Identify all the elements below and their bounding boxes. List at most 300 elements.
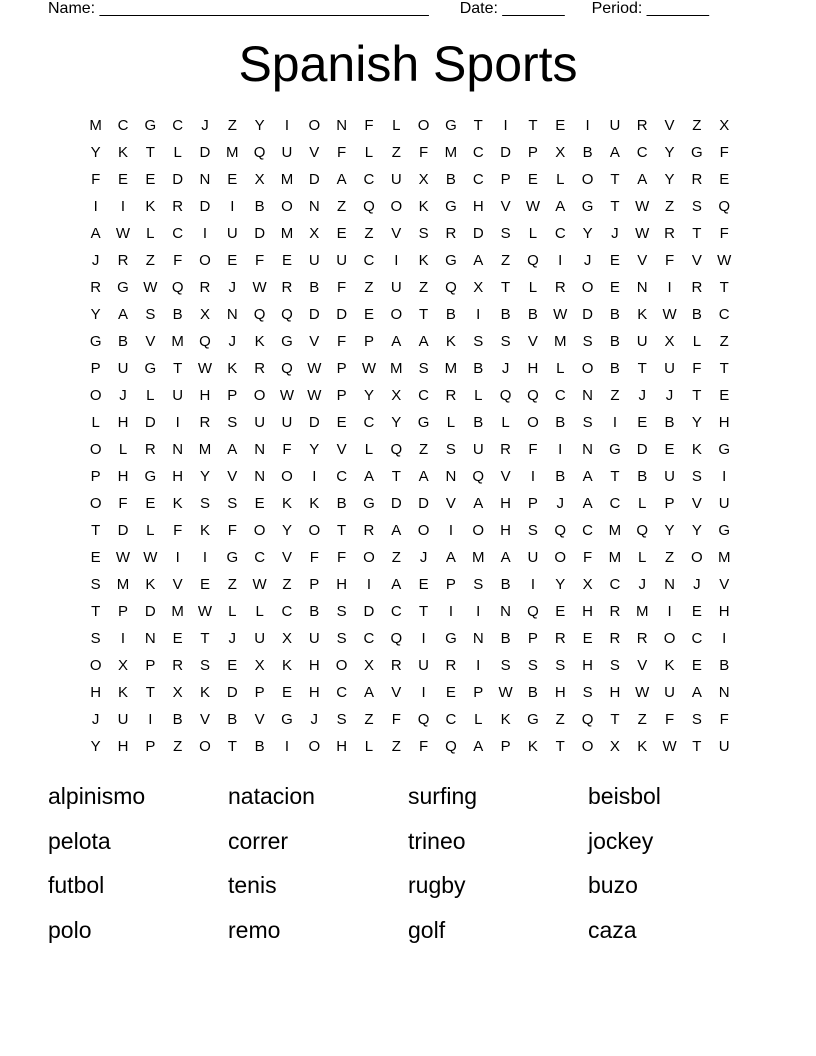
grid-letter: V: [309, 144, 320, 161]
grid-letter: V: [445, 495, 456, 512]
page-title: Spanish Sports: [238, 36, 578, 92]
grid-letter: W: [662, 306, 677, 323]
grid-letter: N: [254, 441, 266, 458]
grid-letter: J: [638, 576, 646, 593]
grid-letter: S: [90, 630, 101, 647]
grid-letter: J: [501, 360, 510, 377]
grid-letter: S: [691, 468, 702, 485]
grid-letter: S: [227, 414, 238, 431]
grid-letter: T: [227, 738, 237, 755]
grid-letter: J: [693, 576, 701, 593]
grid-letter: Q: [253, 144, 266, 161]
grid-letter: O: [663, 630, 676, 647]
grid-letter: B: [500, 306, 511, 323]
grid-letter: B: [500, 576, 511, 593]
grid-letter: B: [609, 333, 620, 350]
grid-letter: L: [228, 603, 237, 620]
grid-letter: B: [555, 414, 566, 431]
grid-letter: T: [637, 360, 647, 377]
grid-row: [82, 409, 738, 436]
grid-letter: R: [144, 441, 156, 458]
grid-letter: P: [500, 738, 511, 755]
grid-letter: T: [145, 684, 155, 701]
grid-letter: T: [528, 117, 538, 134]
grid-letter: T: [719, 360, 729, 377]
grid-letter: Z: [227, 576, 237, 593]
grid-letter: Z: [364, 225, 374, 242]
grid-letter: C: [390, 603, 402, 620]
grid-letter: Y: [281, 522, 292, 539]
grid-letter: N: [336, 117, 348, 134]
grid-letter: E: [719, 171, 730, 188]
grid-letter: V: [719, 576, 730, 593]
grid-letter: M: [472, 549, 485, 566]
grid-letter: P: [336, 360, 347, 377]
grid-letter: B: [254, 198, 265, 215]
grid-letter: L: [638, 495, 647, 512]
grid-letter: Q: [527, 603, 539, 620]
grid-letter: M: [116, 576, 130, 593]
grid-letter: W: [635, 198, 650, 215]
grid-letter: G: [281, 333, 293, 350]
grid-letter: I: [530, 576, 535, 593]
grid-letter: B: [691, 306, 702, 323]
grid-letter: G: [581, 198, 594, 215]
grid-letter: B: [445, 171, 456, 188]
grid-letter: G: [117, 279, 129, 296]
grid-letter: Z: [555, 711, 565, 728]
grid-letter: N: [500, 603, 511, 620]
grid-letter: S: [473, 576, 484, 593]
grid-letter: V: [691, 252, 702, 269]
grid-letter: O: [281, 198, 293, 215]
grid-letter: A: [418, 468, 429, 485]
grid-letter: C: [554, 387, 566, 404]
grid-row: [82, 598, 738, 625]
grid-letter: M: [171, 603, 184, 620]
grid-letter: F: [118, 495, 128, 512]
grid-letter: B: [117, 333, 128, 350]
grid-letter: K: [445, 333, 456, 350]
grid-letter: Z: [337, 198, 347, 215]
grid-letter: F: [173, 522, 183, 539]
grid-letter: B: [227, 711, 238, 728]
grid-letter: C: [363, 252, 375, 269]
grid-letter: U: [664, 468, 675, 485]
grid-letter: N: [226, 306, 238, 323]
grid-row: [82, 490, 738, 517]
grid-row: [82, 652, 738, 679]
grid-letter: A: [90, 225, 101, 242]
grid-letter: X: [609, 738, 620, 755]
grid-letter: N: [254, 468, 266, 485]
grid-letter: W: [498, 684, 513, 701]
grid-letter: J: [611, 225, 619, 242]
grid-letter: K: [637, 738, 648, 755]
grid-letter: C: [418, 387, 430, 404]
grid-letter: K: [172, 495, 183, 512]
grid-letter: B: [527, 306, 538, 323]
grid-letter: G: [226, 549, 239, 566]
grid-row: [82, 706, 738, 733]
grid-letter: R: [254, 360, 266, 377]
grid-letter: I: [202, 549, 208, 566]
word-bank: [48, 778, 768, 956]
grid-letter: Z: [419, 279, 429, 296]
grid-letter: Q: [636, 522, 649, 539]
grid-letter: S: [145, 306, 156, 323]
grid-letter: A: [445, 549, 456, 566]
grid-letter: Z: [391, 738, 401, 755]
grid-letter: E: [691, 657, 702, 674]
grid-letter: O: [390, 198, 403, 215]
grid-letter: F: [309, 549, 319, 566]
grid-letter: C: [254, 549, 266, 566]
grid-letter: X: [582, 576, 593, 593]
grid-letter: R: [609, 603, 621, 620]
grid-letter: F: [255, 252, 265, 269]
grid-letter: E: [719, 387, 730, 404]
grid-letter: L: [474, 387, 483, 404]
grid-letter: N: [308, 198, 320, 215]
grid-letter: O: [554, 549, 567, 566]
grid-letter: S: [555, 657, 566, 674]
grid-letter: O: [691, 549, 703, 566]
grid-letter: R: [691, 279, 703, 296]
grid-letter: F: [337, 333, 347, 350]
grid-letter: Q: [171, 279, 184, 296]
grid-letter: K: [637, 306, 648, 323]
grid-letter: I: [476, 657, 481, 674]
grid-letter: I: [394, 252, 399, 269]
grid-letter: N: [144, 630, 156, 647]
grid-letter: S: [582, 414, 593, 431]
grid-letter: U: [117, 360, 129, 377]
grid-letter: K: [117, 144, 128, 161]
grid-letter: T: [610, 171, 620, 188]
grid-letter: T: [610, 198, 620, 215]
grid-letter: C: [609, 576, 621, 593]
grid-letter: P: [145, 657, 156, 674]
grid-letter: K: [227, 360, 238, 377]
grid-letter: N: [636, 279, 648, 296]
word-bank-item: trineo: [408, 827, 466, 854]
grid-letter: F: [282, 441, 292, 458]
grid-letter: K: [527, 738, 538, 755]
grid-letter: K: [691, 441, 702, 458]
grid-letter: A: [691, 684, 702, 701]
grid-letter: B: [555, 468, 566, 485]
grid-letter: F: [337, 144, 347, 161]
grid-letter: I: [722, 630, 727, 647]
grid-letter: R: [172, 198, 184, 215]
word-bank-item: alpinismo: [48, 783, 146, 809]
grid-letter: J: [201, 117, 209, 134]
grid-letter: K: [664, 657, 675, 674]
grid-letter: P: [473, 684, 484, 701]
grid-letter: F: [419, 144, 429, 161]
grid-letter: X: [664, 333, 675, 350]
grid-letter: E: [172, 630, 183, 647]
grid-letter: L: [146, 522, 155, 539]
grid-letter: R: [445, 225, 457, 242]
grid-letter: X: [309, 225, 320, 242]
grid-letter: N: [445, 468, 457, 485]
grid-letter: P: [227, 387, 238, 404]
grid-letter: T: [555, 738, 565, 755]
grid-letter: W: [252, 576, 267, 593]
grid-letter: M: [444, 360, 458, 377]
grid-letter: M: [608, 522, 622, 539]
grid-letter: M: [553, 333, 567, 350]
grid-letter: I: [366, 576, 372, 593]
grid-letter: Y: [90, 306, 101, 323]
grid-letter: X: [254, 171, 265, 188]
grid-letter: F: [391, 711, 401, 728]
grid-letter: G: [144, 117, 157, 134]
grid-letter: C: [363, 171, 375, 188]
grid-letter: Y: [555, 576, 566, 593]
grid-letter: U: [226, 225, 238, 242]
grid-letter: H: [527, 360, 539, 377]
grid-letter: E: [555, 117, 566, 134]
grid-letter: W: [361, 360, 377, 377]
grid-letter: X: [719, 117, 730, 134]
grid-letter: V: [145, 333, 156, 350]
grid-letter: A: [391, 333, 402, 350]
grid-row: [82, 301, 738, 328]
grid-letter: M: [717, 549, 731, 566]
grid-letter: O: [581, 279, 594, 296]
period-field-label: Period: _______: [591, 0, 710, 17]
grid-letter: T: [692, 738, 702, 755]
grid-letter: Z: [501, 252, 511, 269]
grid-letter: D: [172, 171, 184, 188]
grid-letter: V: [391, 225, 402, 242]
grid-letter: L: [638, 549, 647, 566]
grid-letter: U: [636, 333, 648, 350]
grid-letter: U: [718, 738, 730, 755]
grid-letter: T: [419, 603, 429, 620]
grid-row: [82, 625, 738, 652]
grid-letter: O: [308, 117, 321, 134]
grid-letter: G: [718, 441, 731, 458]
grid-letter: S: [500, 225, 511, 242]
grid-letter: I: [202, 225, 208, 242]
grid-letter: H: [199, 387, 211, 404]
grid-letter: H: [582, 657, 593, 674]
grid-letter: T: [692, 225, 702, 242]
grid-letter: V: [527, 333, 538, 350]
grid-letter: K: [254, 333, 265, 350]
grid-row: [82, 382, 738, 409]
grid-letter: R: [664, 225, 675, 242]
grid-letter: O: [308, 738, 321, 755]
grid-letter: I: [585, 117, 590, 134]
grid-letter: Q: [581, 711, 594, 728]
grid-letter: I: [175, 549, 180, 566]
grid-letter: L: [91, 414, 100, 431]
grid-letter: L: [528, 225, 538, 242]
grid-letter: Z: [391, 144, 401, 161]
grid-letter: G: [363, 495, 375, 512]
grid-letter: C: [718, 306, 730, 323]
grid-letter: I: [503, 117, 508, 134]
grid-letter: P: [336, 387, 347, 404]
grid-letter: A: [391, 576, 402, 593]
grid-letter: D: [636, 441, 648, 458]
grid-letter: P: [145, 738, 156, 755]
grid-letter: S: [500, 657, 511, 674]
grid-letter: E: [281, 252, 292, 269]
grid-letter: M: [608, 549, 622, 566]
grid-letter: E: [254, 495, 265, 512]
grid-letter: Q: [199, 333, 211, 350]
grid-letter: Z: [282, 576, 292, 593]
grid-letter: H: [308, 657, 320, 674]
grid-letter: O: [581, 738, 594, 755]
grid-letter: J: [638, 387, 646, 404]
grid-letter: R: [199, 279, 211, 296]
grid-letter: P: [445, 576, 456, 593]
grid-letter: F: [337, 279, 347, 296]
grid-letter: O: [253, 522, 266, 539]
grid-letter: Y: [664, 522, 675, 539]
grid-letter: R: [445, 657, 457, 674]
grid-letter: Y: [691, 414, 702, 431]
grid-letter: Z: [364, 279, 374, 296]
grid-letter: J: [419, 549, 428, 566]
grid-letter: W: [279, 387, 295, 404]
grid-letter: Y: [391, 414, 402, 431]
grid-letter: S: [227, 495, 238, 512]
grid-letter: M: [444, 144, 458, 161]
grid-letter: I: [558, 252, 563, 269]
grid-letter: V: [336, 441, 347, 458]
grid-letter: L: [446, 414, 456, 431]
grid-letter: A: [363, 468, 374, 485]
grid-letter: Q: [527, 252, 539, 269]
grid-letter: B: [445, 306, 456, 323]
grid-letter: T: [610, 711, 620, 728]
grid-letter: I: [667, 603, 672, 620]
grid-row: [82, 193, 738, 220]
grid-letter: E: [445, 684, 456, 701]
grid-letter: A: [555, 198, 566, 215]
grid-letter: E: [555, 603, 566, 620]
grid-letter: G: [718, 522, 731, 539]
grid-letter: A: [473, 495, 484, 512]
grid-letter: K: [500, 711, 511, 728]
grid-letter: F: [582, 549, 593, 566]
grid-letter: V: [227, 468, 238, 485]
word-bank-item: golf: [408, 916, 446, 943]
grid-letter: C: [472, 171, 484, 188]
grid-letter: V: [391, 684, 402, 701]
grid-letter: H: [117, 738, 129, 755]
grid-letter: D: [390, 495, 402, 512]
grid-letter: V: [637, 252, 648, 269]
grid-letter: O: [89, 495, 102, 512]
grid-letter: I: [448, 603, 454, 620]
grid-letter: B: [309, 279, 320, 296]
grid-letter: C: [609, 495, 621, 512]
grid-letter: I: [667, 279, 672, 296]
grid-letter: D: [582, 306, 593, 323]
grid-letter: P: [527, 144, 538, 161]
grid-letter: B: [172, 711, 183, 728]
grid-letter: M: [390, 360, 403, 377]
grid-letter: S: [336, 603, 347, 620]
grid-row: [82, 328, 738, 355]
grid-letter: I: [230, 198, 235, 215]
grid-letter: D: [363, 603, 375, 620]
grid-letter: Y: [691, 522, 702, 539]
grid-letter: W: [662, 738, 677, 755]
grid-letter: Z: [145, 252, 155, 269]
grid-letter: L: [173, 144, 182, 161]
grid-letter: L: [255, 603, 264, 620]
grid-letter: L: [392, 117, 401, 134]
grid-letter: O: [581, 171, 594, 188]
grid-letter: J: [665, 387, 674, 404]
grid-letter: B: [336, 495, 347, 512]
grid-letter: A: [582, 495, 593, 512]
grid-letter: S: [445, 441, 456, 458]
grid-letter: Q: [363, 198, 375, 215]
grid-letter: K: [145, 198, 156, 215]
grid-row: [82, 112, 738, 139]
grid-letter: L: [364, 144, 374, 161]
grid-letter: T: [91, 522, 101, 539]
grid-letter: X: [555, 144, 566, 161]
grid-letter: I: [612, 414, 617, 431]
grid-letter: D: [226, 684, 238, 701]
grid-letter: Y: [664, 171, 675, 188]
grid-letter: R: [554, 279, 566, 296]
grid-letter: C: [363, 414, 375, 431]
grid-letter: R: [199, 414, 211, 431]
grid-letter: V: [500, 198, 511, 215]
grid-letter: G: [527, 711, 539, 728]
grid-letter: S: [199, 495, 210, 512]
grid-letter: H: [582, 603, 593, 620]
grid-letter: K: [281, 495, 292, 512]
grid-letter: V: [637, 657, 648, 674]
grid-letter: A: [582, 468, 593, 485]
grid-letter: K: [418, 198, 429, 215]
grid-letter: E: [609, 252, 620, 269]
grid-letter: O: [253, 387, 266, 404]
grid-letter: M: [226, 144, 239, 161]
grid-letter: W: [717, 252, 732, 269]
grid-letter: D: [117, 522, 129, 539]
grid-letter: T: [419, 306, 429, 323]
grid-letter: L: [146, 225, 155, 242]
grid-letter: P: [117, 603, 128, 620]
grid-letter: P: [664, 495, 675, 512]
grid-letter: T: [719, 279, 729, 296]
grid-letter: P: [527, 630, 538, 647]
grid-letter: F: [692, 360, 702, 377]
grid-letter: L: [118, 441, 128, 458]
grid-letter: K: [199, 684, 210, 701]
grid-letter: G: [445, 252, 457, 269]
grid-letter: Z: [227, 117, 237, 134]
grid-letter: B: [473, 360, 484, 377]
grid-letter: X: [473, 279, 484, 296]
grid-letter: S: [473, 333, 484, 350]
